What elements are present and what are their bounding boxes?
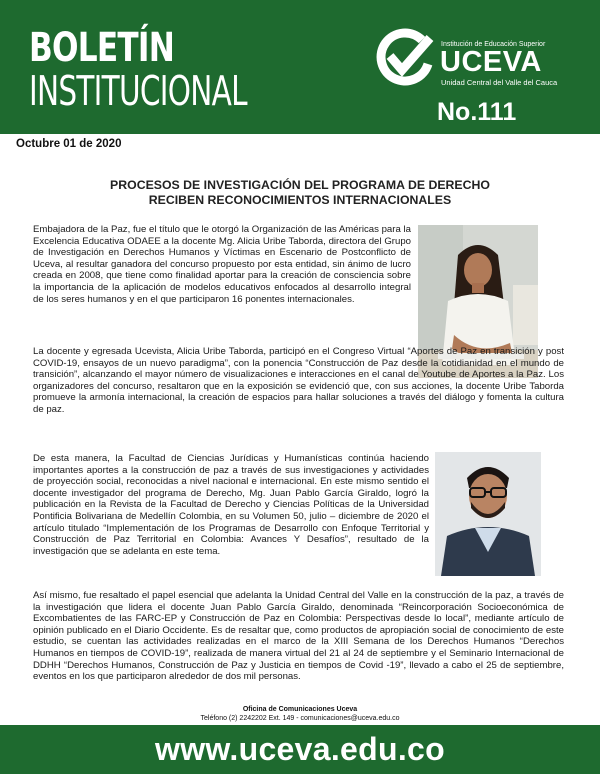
header-banner xyxy=(0,0,600,134)
headline-line-2: RECIBEN RECONOCIMIENTOS INTERNACIONALES xyxy=(148,193,452,207)
publication-date: Octubre 01 de 2020 xyxy=(16,138,122,150)
photo-juan-pablo-garcia-giraldo xyxy=(435,452,541,576)
footer-contact-info xyxy=(0,705,600,723)
footer-office-name: Oficina de Comunicaciones Uceva xyxy=(242,706,358,713)
brand-name: UCEVA xyxy=(440,46,542,78)
headline-line-1: PROCESOS DE INVESTIGACIÓN DEL PROGRAMA DE DERECHO xyxy=(110,178,490,192)
article-paragraph-1: Embajadora de la Paz, fue el título que le otorgó la Organización de las Américas para la Excelencia Educativa ODAEE a la docente Mg. Alicia Uribe Taborda, directora del Grupo de Investigación en Derechos Humanos y Víctimas en Escenario de Postconflicto de Uceva, al resultar ganadora del concurso propuesto por esta entidad, sin ánimo de lucro creada en 2008, que tiene como finalidad aportar para la creación de consciencia sobre la importancia de la aplicación de modelos educativos enfocados al desarrollo integral de los seres humanos y en el que participaron 16 ponentes internacionales. xyxy=(33,224,411,305)
portrait-man-image xyxy=(435,452,541,576)
article-paragraph-3: De esta manera, la Facultad de Ciencias Jurídicas y Humanísticas continúa haciendo importantes aportes a la construcción de paz a través de sus investigaciones y actividades de proyección social, reconocidas a nivel nacional e internacional. En este mismo sentido el docente investigador del programa de Derecho, Mg. Juan Pablo García Giraldo, logró la publicación en la Revista de la Facultad de Derecho y Ciencias Políticas de la Universidad Pontificia Bolivariana de Medellín Colombia, en su Volumen 50, julio – diciembre de 2020 el artículo titulado “Implementación de los Programas de Desarrollo con Enfoque Territorial y Construcción de Paz Territorial en Colombia: Avances Y Desafíos”, resultado de la investigación que se adelanta en este tema. xyxy=(33,453,429,557)
institution-type-label: Institución de Educación Superior xyxy=(441,41,546,48)
bulletin-title-line1: BOLETÍN xyxy=(29,25,175,71)
footer-banner xyxy=(0,725,600,774)
brand-subtitle: Unidad Central del Valle del Cauca xyxy=(441,78,558,87)
article-paragraph-2: La docente y egresada Ucevista, Alicia Uribe Taborda, participó en el Congreso Virtual “Aportes de Paz en transición y post COVID-19, ensayos de un nuevo paradigma”, con la ponencia “Construcción de Paz desde la cotidianidad en el mundo de transición”, alcanzando el mayor número de visualizaciones e interacciones en el canal de Youtube de Aportes a la Paz. Los organizadores del concurso, resaltaron que en la exposición se evidenció que, con sus acciones, la docente Uribe Taborda promueve la armonía internacional, la creación de espacios para hallar soluciones a través del diálogo y fomenta la cultura de paz. xyxy=(33,346,564,415)
article-headline xyxy=(40,178,560,208)
footer-contact-line: Teléfono (2) 2242202 Ext. 149 - comunicaciones@uceva.edu.co xyxy=(200,715,400,722)
bulletin-title-line2: INSTITUCIONAL xyxy=(29,67,247,115)
article-paragraph-4: Así mismo, fue resaltado el papel esencial que adelanta la Unidad Central del Valle en la construcción de la paz, a través de la investigación que lidera el docente Juan Pablo García Giraldo, denominada “Reincorporación Socioeconómica de Excombatientes de las FARC-EP y Construcción de Paz en Colombia: Perspectivas desde lo local”, mediante artículo de opinión publicado en el Diario Occidente. Es de resaltar que, como productos de apropiación social de conocimiento de este estudio, se cuentan las actividades realizadas en el marco de la XIII Semana de los Derechos Humanos “Derechos Humanos en tiempos de COVID-19”, realizada de manera virtual del 21 al 24 de septiembre y el Seminario Internacional de DDHH “Derechos Humanos, Construcción de Paz y Justicia en tiempos de Covid -19”, llevado a cabo el 25 de septiembre, eventos en los que participaron alrededor de dos mil personas. xyxy=(33,590,564,683)
website-url[interactable]: www.uceva.edu.co xyxy=(155,731,445,767)
issue-number: No.111 xyxy=(437,98,517,126)
uceva-checkmark-logo-icon xyxy=(372,26,436,90)
